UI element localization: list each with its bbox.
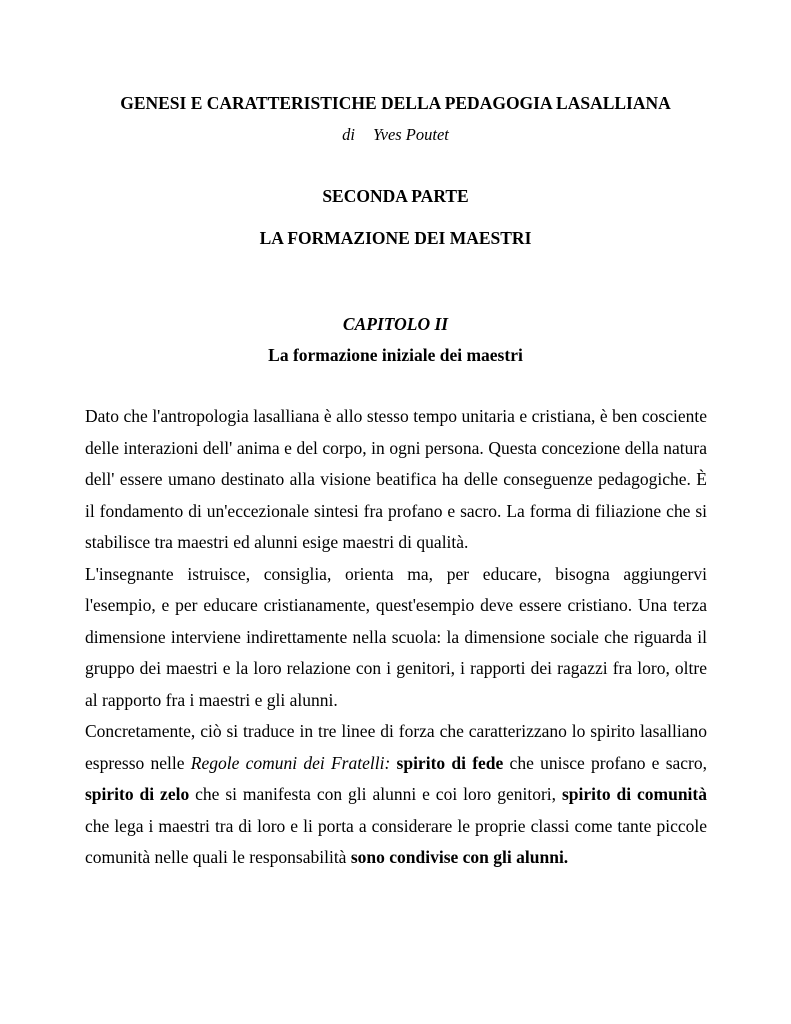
emphasis-spirit-of-faith: spirito di fede <box>396 752 504 773</box>
paragraph-3-text: Concretamente, ciò si traduce in tre linee di forza che caratterizzano lo spirito lasalliano espresso nelle <box>85 721 707 773</box>
emphasis-spirit-of-community: spirito di comunità <box>561 784 708 804</box>
chapter-title: La formazione iniziale dei maestri <box>268 345 523 365</box>
paragraph-3-text: che lega i maestri tra di loro e li porta a considerare le proprie classi come tante piccole comunità nelle quali le responsabilità <box>85 815 707 867</box>
author-prefix: di <box>342 125 355 144</box>
paragraph-1: Dato che l'antropologia lasalliana è allo stesso tempo unitaria e cristiana, è ben cosciente delle interazioni dell' anima e del corpo, in ogni persona. Questa concezione della natura dell' essere umano destinato alla visione beatifica ha delle conseguenze pedagogiche. È il fondamento di un'eccezionale sintesi fra profano e sacro. La forma di filiazione che si stabilisce tra maestri ed alunni esige maestri di qualità. <box>85 406 707 552</box>
section-heading: LA FORMAZIONE DEI MAESTRI <box>259 228 532 248</box>
emphasis-spirit-of-zeal: spirito di zelo <box>85 784 190 804</box>
chapter-heading: CAPITOLO II <box>342 314 449 334</box>
paragraph-3-text: che unisce profano e sacro, <box>503 752 707 773</box>
author-name: Yves Poutet <box>372 125 449 144</box>
part-heading: SECONDA PARTE <box>322 186 469 206</box>
emphasis-shared-responsibility: sono condivise con gli alunni. <box>350 847 569 867</box>
author-line <box>0 124 791 146</box>
body-text <box>85 401 707 874</box>
paragraph-3-text: che si manifesta con gli alunni e coi loro genitori, <box>189 784 562 804</box>
paragraph-2: L'insegnante istruisce, consiglia, orienta ma, per educare, bisogna aggiungervi l'esempio, e per educare cristianamente, quest'esempio deve essere cristiano. Una terza dimensione interviene indirettamente nella scuola: la dimensione sociale che riguarda il gruppo dei maestri e la loro relazione con i genitori, i rapporti dei ragazzi fra loro, oltre al rapporto fra i maestri e gli alunni. <box>85 563 707 710</box>
document-title: GENESI E CARATTERISTICHE DELLA PEDAGOGIA LASALLIANA <box>120 93 671 113</box>
rule-book-title: Regole comuni dei Fratelli: <box>190 752 391 773</box>
paragraph-3 <box>85 716 707 874</box>
